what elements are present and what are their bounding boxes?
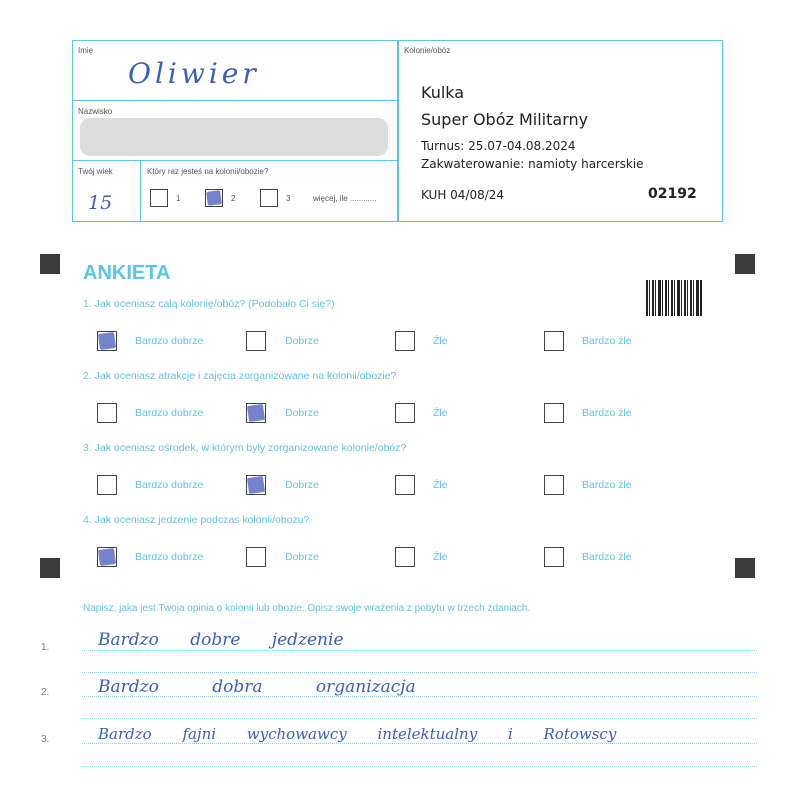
- divider-3: [140, 160, 141, 222]
- kolonia-label: Kolonie/obóz: [404, 46, 451, 55]
- q1-option-zle: Źle: [433, 335, 448, 347]
- opinion-line-3-rule: [82, 743, 757, 744]
- ktory-raz-checkbox-1[interactable]: [150, 189, 168, 207]
- q1-option-bardzo-zle: Bardzo źle: [582, 335, 632, 347]
- q1-option-bardzo-dobrze: Bardzo dobrze: [135, 335, 204, 347]
- barcode: [646, 280, 702, 316]
- imie-label: Imię: [78, 46, 94, 55]
- q4-option-dobrze: Dobrze: [285, 551, 319, 563]
- kod-turnusu: KUH 04/08/24: [421, 188, 505, 202]
- registration-mark-top-left: [40, 254, 60, 274]
- q2-checkbox-zle[interactable]: [395, 403, 415, 423]
- q4-option-bardzo-dobrze: Bardzo dobrze: [135, 551, 204, 563]
- opinion-line-2-text[interactable]: Bardzo dobra organizacja: [98, 677, 416, 697]
- q4-checkbox-zle[interactable]: [395, 547, 415, 567]
- handwritten-check-mark: [206, 190, 222, 206]
- registration-mark-top-right: [735, 254, 755, 274]
- registration-mark-bottom-left: [40, 558, 60, 578]
- q3-checkbox-bardzo-zle[interactable]: [544, 475, 564, 495]
- wiek-value[interactable]: 15: [88, 192, 113, 214]
- survey-title: ANKIETA: [83, 262, 171, 284]
- q2-checkbox-bardzo-dobrze[interactable]: [97, 403, 117, 423]
- registration-mark-bottom-right: [735, 558, 755, 578]
- q3-option-dobrze: Dobrze: [285, 479, 319, 491]
- q2-option-bardzo-dobrze: Bardzo dobrze: [135, 407, 204, 419]
- opinion-line-1-number: 1.: [41, 642, 50, 653]
- q3-option-bardzo-dobrze: Bardzo dobrze: [135, 479, 204, 491]
- question-1-text: 1. Jak oceniasz całą kolonię/obóz? (Podobało Ci się?): [83, 298, 335, 310]
- q3-checkbox-bardzo-dobrze[interactable]: [97, 475, 117, 495]
- wiecej-label: więcej, ile ............: [313, 194, 377, 203]
- handwritten-check-mark: [98, 548, 116, 566]
- kolonia-name: Kulka: [421, 83, 465, 102]
- divider-1: [72, 100, 399, 101]
- ktory-raz-checkbox-3[interactable]: [260, 189, 278, 207]
- divider-2: [72, 160, 399, 161]
- ktory-raz-option-2: 2: [231, 194, 236, 203]
- q2-option-dobrze: Dobrze: [285, 407, 319, 419]
- q4-checkbox-bardzo-dobrze[interactable]: [97, 547, 117, 567]
- question-4-text: 4. Jak oceniasz jedzenie podczas kolonii/obozu?: [83, 514, 310, 526]
- opinion-line-3-number: 3.: [41, 734, 50, 745]
- ktory-raz-option-1: 1: [176, 194, 181, 203]
- q2-checkbox-dobrze[interactable]: [246, 403, 266, 423]
- q3-option-bardzo-zle: Bardzo źle: [582, 479, 632, 491]
- q1-checkbox-zle[interactable]: [395, 331, 415, 351]
- turnus-text: Turnus: 25.07-04.08.2024: [421, 139, 576, 153]
- handwritten-check-mark: [247, 476, 265, 494]
- question-3-text: 3. Jak oceniasz ośrodek, w którym były zorganizowane kolonie/obóz?: [83, 442, 407, 454]
- q2-option-bardzo-zle: Bardzo źle: [582, 407, 632, 419]
- q3-option-zle: Źle: [433, 479, 448, 491]
- q1-checkbox-dobrze[interactable]: [246, 331, 266, 351]
- q3-checkbox-dobrze[interactable]: [246, 475, 266, 495]
- numer-ankiety: 02192: [648, 186, 697, 202]
- q1-option-dobrze: Dobrze: [285, 335, 319, 347]
- q2-checkbox-bardzo-zle[interactable]: [544, 403, 564, 423]
- opinion-line-1-text[interactable]: Bardzo dobre jedzenie: [98, 630, 344, 650]
- nazwisko-label: Nazwisko: [78, 107, 113, 116]
- nazwisko-redacted: [80, 118, 388, 156]
- ktory-raz-checkbox-2[interactable]: [205, 189, 223, 207]
- q1-checkbox-bardzo-zle[interactable]: [544, 331, 564, 351]
- ktory-raz-option-3: 3: [286, 194, 291, 203]
- opinion-line-2-rule: [82, 696, 757, 697]
- q4-checkbox-bardzo-zle[interactable]: [544, 547, 564, 567]
- q4-checkbox-dobrze[interactable]: [246, 547, 266, 567]
- zakwaterowanie-text: Zakwaterowanie: namioty harcerskie: [421, 157, 644, 171]
- kolonia-subtitle: Super Obóz Militarny: [421, 110, 589, 129]
- q3-checkbox-zle[interactable]: [395, 475, 415, 495]
- opinion-line-3-rule-2: [82, 766, 757, 767]
- wiek-label: Twój wiek: [78, 167, 113, 176]
- opinion-line-2-rule-2: [82, 718, 757, 719]
- imie-value[interactable]: Oliwier: [128, 57, 260, 90]
- opinion-line-1-rule-2: [82, 672, 757, 673]
- q4-option-bardzo-zle: Bardzo źle: [582, 551, 632, 563]
- question-2-text: 2. Jak oceniasz atrakcje i zajęcia zorganizowane na kolonii/obozie?: [83, 370, 397, 382]
- q2-option-zle: Źle: [433, 407, 448, 419]
- opinion-line-3-text[interactable]: Bardzo fajni wychowawcy intelektualny i Rotowscy: [98, 725, 617, 743]
- handwritten-check-mark: [247, 404, 265, 422]
- handwritten-check-mark: [98, 332, 116, 350]
- q4-option-zle: Źle: [433, 551, 448, 563]
- opinion-prompt: Napisz, jaka jest Twoja opinia o kolonii lub obozie. Opisz swoje wrażenia z pobytu w trzech zdaniach.: [83, 603, 531, 614]
- ktory-raz-label: Który raz jesteś na kolonii/obozie?: [147, 167, 269, 176]
- opinion-line-1-rule: [82, 650, 757, 651]
- q1-checkbox-bardzo-dobrze[interactable]: [97, 331, 117, 351]
- opinion-line-2-number: 2.: [41, 687, 50, 698]
